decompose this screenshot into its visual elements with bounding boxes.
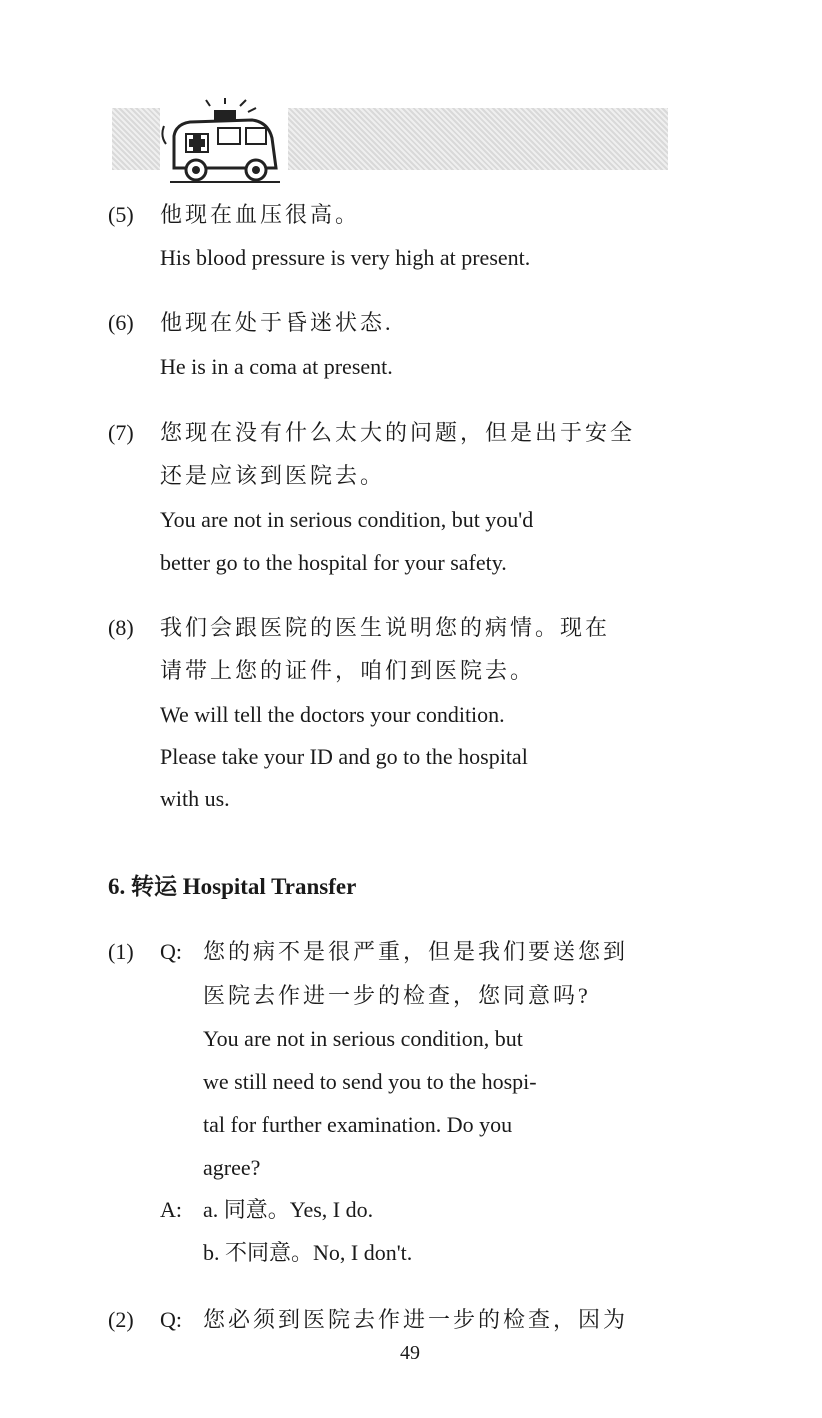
item-5-english: His blood pressure is very high at present. [160,245,531,270]
item-7-english: You are not in serious condition, but you'd [160,507,534,532]
qa-1-question-zh: 医院去作进一步的检查，您同意吗? [203,983,591,1008]
section-title-zh: 转运 [131,874,177,899]
item-8-number: (8) [108,615,134,640]
item-8-chinese: 我们会跟医院的医生说明您的病情。现在 [160,615,611,640]
item-7-chinese: 还是应该到医院去。 [160,463,386,488]
qa-2-q-label: Q: [160,1307,182,1332]
qa-1-question-en: You are not in serious condition, but [203,1026,523,1051]
ambulance-icon [160,98,288,186]
item-7-english: better go to the hospital for your safety. [160,550,507,575]
qa-1-answer: b. 不同意。No, I don't. [203,1240,413,1265]
qa-1-question-zh: 您的病不是很严重，但是我们要送您到 [203,939,629,964]
item-5-chinese: 他现在血压很高。 [160,202,361,227]
qa-1-a-label: A: [160,1197,182,1222]
item-6-number: (6) [108,310,134,335]
section-heading [108,872,356,902]
page-number: 49 [400,1342,420,1364]
qa-1-question-en: tal for further examination. Do you [203,1112,513,1137]
qa-1-number: (1) [108,939,134,964]
item-8-english: with us. [160,786,230,811]
qa-2-number: (2) [108,1307,134,1332]
item-6-chinese: 他现在处于昏迷状态. [160,310,394,335]
qa-1-answer: a. 同意。Yes, I do. [203,1197,374,1222]
item-8-chinese: 请带上您的证件，咱们到医院去。 [160,658,536,683]
qa-1-question-en: we still need to send you to the hospi- [203,1069,537,1094]
item-8-english: Please take your ID and go to the hospital [160,744,528,769]
item-6-english: He is in a coma at present. [160,354,393,379]
qa-1-question-en: agree? [203,1155,261,1180]
qa-1-q-label: Q: [160,939,182,964]
item-7-number: (7) [108,420,134,445]
item-7-chinese: 您现在没有什么太大的问题，但是出于安全 [160,420,636,445]
section-number: 6. [108,874,126,899]
item-8-english: We will tell the doctors your condition. [160,702,505,727]
section-title-en: Hospital Transfer [182,874,357,899]
qa-2-question-zh: 您必须到医院去作进一步的检查，因为 [203,1307,629,1332]
item-5-number: (5) [108,202,134,227]
